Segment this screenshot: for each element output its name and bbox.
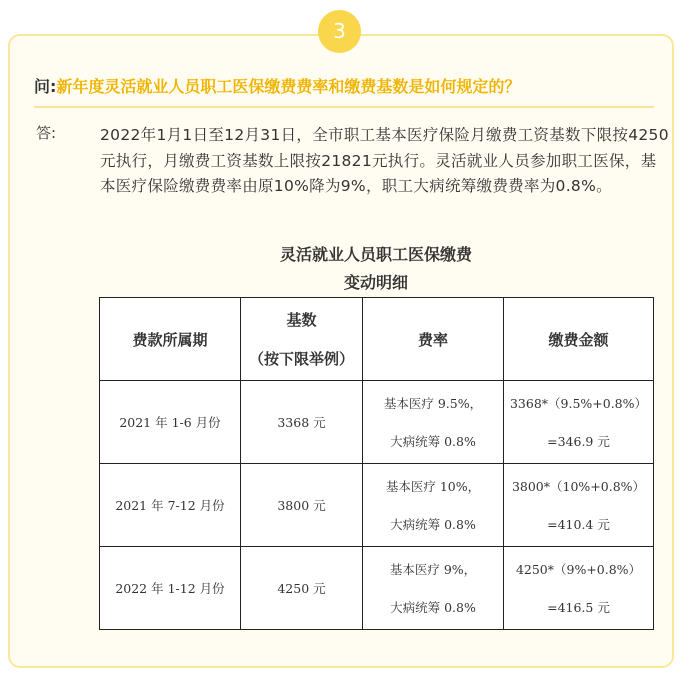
header-base <box>241 298 363 381</box>
question-text: 新年度灵活就业人员职工医保缴费费率和缴费基数是如何规定的？ <box>56 77 521 96</box>
amount-formula: 4250*（9%+0.8%） <box>515 562 642 577</box>
amount-result: =410.4 元 <box>547 517 610 532</box>
step-number-badge: 3 <box>318 10 361 53</box>
amount-formula: 3800*（10%+0.8%） <box>511 479 646 494</box>
fee-change-table <box>99 297 654 630</box>
cell-rate <box>363 381 504 464</box>
cell-amount <box>504 547 654 630</box>
table-row <box>100 464 654 547</box>
rate-serious-illness: 大病统筹 0.8% <box>390 434 476 449</box>
table-row <box>100 547 654 630</box>
cell-base: 3368 元 <box>241 381 363 464</box>
cell-rate <box>363 464 504 547</box>
amount-formula: 3368*（9.5%+0.8%） <box>509 396 648 411</box>
cell-rate <box>363 547 504 630</box>
cell-amount <box>504 381 654 464</box>
rate-serious-illness: 大病统筹 0.8% <box>390 600 476 615</box>
question-heading <box>34 74 658 97</box>
table-title-line2: 变动明细 <box>343 273 408 292</box>
header-amount: 缴费金额 <box>504 298 654 381</box>
answer-label: 答: <box>36 124 57 142</box>
cell-base: 4250 元 <box>241 547 363 630</box>
cell-base: 3800 元 <box>241 464 363 547</box>
question-prefix: 问: <box>34 77 57 96</box>
question-divider <box>34 106 654 108</box>
rate-basic: 基本医疗 9.5%， <box>383 396 483 411</box>
header-rate: 费率 <box>363 298 504 381</box>
cell-amount <box>504 464 654 547</box>
amount-result: =346.9 元 <box>547 434 610 449</box>
rate-basic: 基本医疗 10%， <box>385 479 481 494</box>
amount-result: =416.5 元 <box>547 600 610 615</box>
answer-text: 2022年1月1日至12月31日，全市职工基本医疗保险月缴费工资基数下限按4250元执行，月缴费工资基数上限按21821元执行。灵活就业人员参加职工医保，基本医疗保险缴费费率由原10%降为9%，职工大病统筹缴费费率为0.8%。 <box>100 126 669 195</box>
rate-serious-illness: 大病统筹 0.8% <box>390 517 476 532</box>
cell-period: 2021 年 7-12 月份 <box>100 464 241 547</box>
header-base-title: 基数 <box>286 311 317 329</box>
header-base-note: （按下限举例） <box>248 350 354 368</box>
table-row <box>100 381 654 464</box>
rate-basic: 基本医疗 9%， <box>389 562 477 577</box>
table-title-line1: 灵活就业人员职工医保缴费 <box>279 245 472 264</box>
table-header-row <box>100 298 654 381</box>
header-period: 费款所属期 <box>100 298 241 381</box>
cell-period: 2021 年 1-6 月份 <box>100 381 241 464</box>
cell-period: 2022 年 1-12 月份 <box>100 547 241 630</box>
